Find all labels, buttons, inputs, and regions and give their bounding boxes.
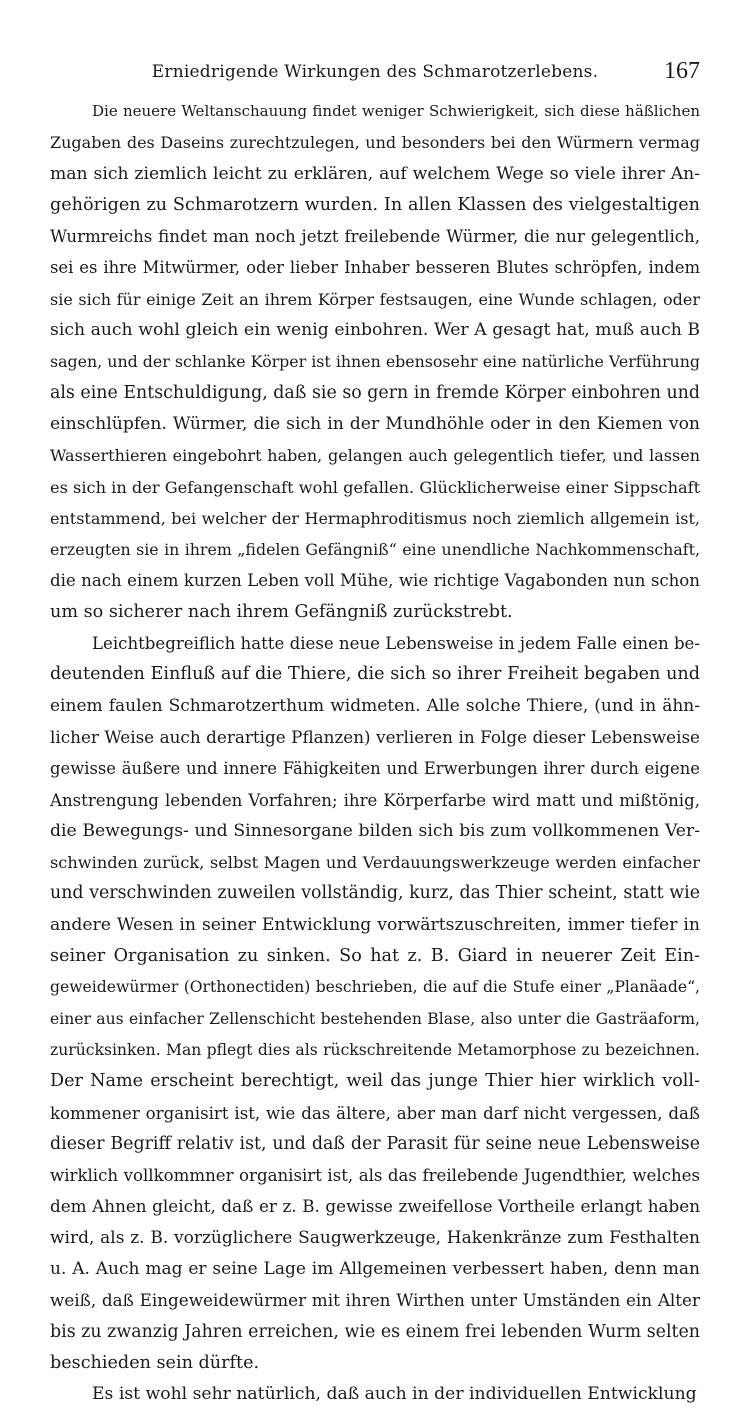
text-line: weiß, daß Eingeweidewürmer mit ihren Wirthen unter Umständen ein Alter <box>50 1290 700 1311</box>
text-line: dem Ahnen gleicht, daß er z. B. gewisse zweifellose Vortheile erlangt haben <box>50 1196 700 1217</box>
text-line: einem faulen Schmarotzerthum widmeten. Alle solche Thiere, (und in ähn- <box>50 695 700 716</box>
text-line: wirklich vollkommner organisirt ist, als das freilebende Jugendthier, welches <box>50 1166 700 1186</box>
text-line: und verschwinden zuweilen vollständig, kurz, das Thier scheint, statt wie <box>50 883 700 904</box>
text-line: beschieden sein dürfte. <box>50 1352 260 1373</box>
text-line: einschlüpfen. Würmer, die sich in der Mundhöhle oder in den Kiemen von <box>50 413 700 434</box>
text-line: um so sicherer nach ihrem Gefängniß zurückstrebt. <box>50 601 513 622</box>
text-line: es sich in der Gefangenschaft wohl gefallen. Glücklicherweise einer Sippschaft <box>50 477 700 497</box>
text-line: Zugaben des Daseins zurechtzulegen, und besonders bei den Würmern vermag <box>50 133 700 153</box>
text-line: sagen, und der schlanke Körper ist ihnen ebensosehr eine natürliche Verführung <box>50 352 700 372</box>
text-line: die nach einem kurzen Leben voll Mühe, wie richtige Vagabonden nun schon <box>50 571 700 591</box>
text-line: Die neuere Weltanschauung findet weniger Schwierigkeit, sich diese häßlichen <box>92 102 700 120</box>
text-line: sich auch wohl gleich ein wenig einbohren. Wer A gesagt hat, muß auch B <box>50 320 700 341</box>
text-line: Leichtbegreiflich hatte diese neue Lebensweise in jedem Falle einen be- <box>92 634 700 654</box>
text-line: als eine Entschuldigung, daß sie so gern in fremde Körper einbohren und <box>50 382 700 403</box>
text-line: zurücksinken. Man pflegt dies als rückschreitende Metamorphose zu bezeichnen. <box>50 1040 700 1059</box>
text-line: seiner Organisation zu sinken. So hat z. B. Giard in neuerer Zeit Ein- <box>50 946 700 967</box>
text-line: deutenden Einfluß auf die Thiere, die sich so ihrer Freiheit begaben und <box>50 664 700 685</box>
text-line: bis zu zwanzig Jahren erreichen, wie es einem frei lebenden Wurm selten <box>50 1321 700 1342</box>
text-line: die Bewegungs- und Sinnesorgane bilden sich bis zum vollkommenen Ver- <box>50 820 700 841</box>
text-line: u. A. Auch mag er seine Lage im Allgemeinen verbessert haben, denn man <box>50 1258 700 1279</box>
paragraph <box>50 628 700 1379</box>
text-line: geweidewürmer (Orthonectiden) beschrieben, die auf die Stufe einer „Planäade“, <box>50 978 700 997</box>
paragraph <box>50 96 700 628</box>
text-line: erzeugten sie in ihrem „fidelen Gefängniß“ eine unendliche Nachkommenschaft, <box>50 540 700 560</box>
text-line: einer aus einfacher Zellenschicht bestehenden Blase, also unter die Gasträaform, <box>50 1009 700 1028</box>
text-line: Es ist wohl sehr natürlich, daß auch in der individuellen Entwicklung <box>92 1384 697 1405</box>
paragraph <box>50 1379 700 1410</box>
page-number: 167 <box>664 58 700 84</box>
text-line: schwinden zurück, selbst Magen und Verdauungswerkzeuge werden einfacher <box>50 853 700 873</box>
text-line: gehörigen zu Schmarotzern wurden. In allen Klassen des vielgestaltigen <box>50 194 700 215</box>
text-line: sei es ihre Mitwürmer, oder lieber Inhaber besseren Blutes schröpfen, indem <box>50 258 700 278</box>
text-line: kommener organisirt ist, wie das ältere, aber man darf nicht vergessen, daß <box>50 1103 700 1123</box>
text-line: wird, als z. B. vorzüglichere Saugwerkzeuge, Hakenkränze zum Festhalten <box>50 1227 700 1248</box>
text-line: Anstrengung lebenden Vorfahren; ihre Körperfarbe wird matt und mißtönig, <box>50 790 700 810</box>
text-line: gewisse äußere und innere Fähigkeiten und Erwerbungen ihrer durch eigene <box>50 759 700 779</box>
text-line: dieser Begriff relativ ist, und daß der Parasit für seine neue Lebensweise <box>50 1133 700 1154</box>
text-line: andere Wesen in seiner Entwicklung vorwärtszuschreiten, immer tiefer in <box>50 914 700 935</box>
body-text <box>50 96 700 1410</box>
text-line: entstammend, bei welcher der Hermaphroditismus noch ziemlich allgemein ist, <box>50 508 700 528</box>
text-line: Wurmreichs findet man noch jetzt freilebende Würmer, die nur gelegentlich, <box>50 227 700 247</box>
text-line: man sich ziemlich leicht zu erklären, auf welchem Wege so viele ihrer An- <box>50 163 700 184</box>
text-line: sie sich für einige Zeit an ihrem Körper festsaugen, eine Wunde schlagen, oder <box>50 289 700 309</box>
text-line: Der Name erscheint berechtigt, weil das junge Thier hier wirklich voll- <box>50 1071 700 1092</box>
running-head <box>50 58 700 88</box>
running-title: Erniedrigende Wirkungen des Schmarotzerlebens. <box>151 62 599 82</box>
text-line: licher Weise auch derartige Pflanzen) verlieren in Folge dieser Lebensweise <box>50 726 700 747</box>
text-line: Wasserthieren eingebohrt haben, gelangen auch gelegentlich tiefer, und lassen <box>50 446 700 466</box>
